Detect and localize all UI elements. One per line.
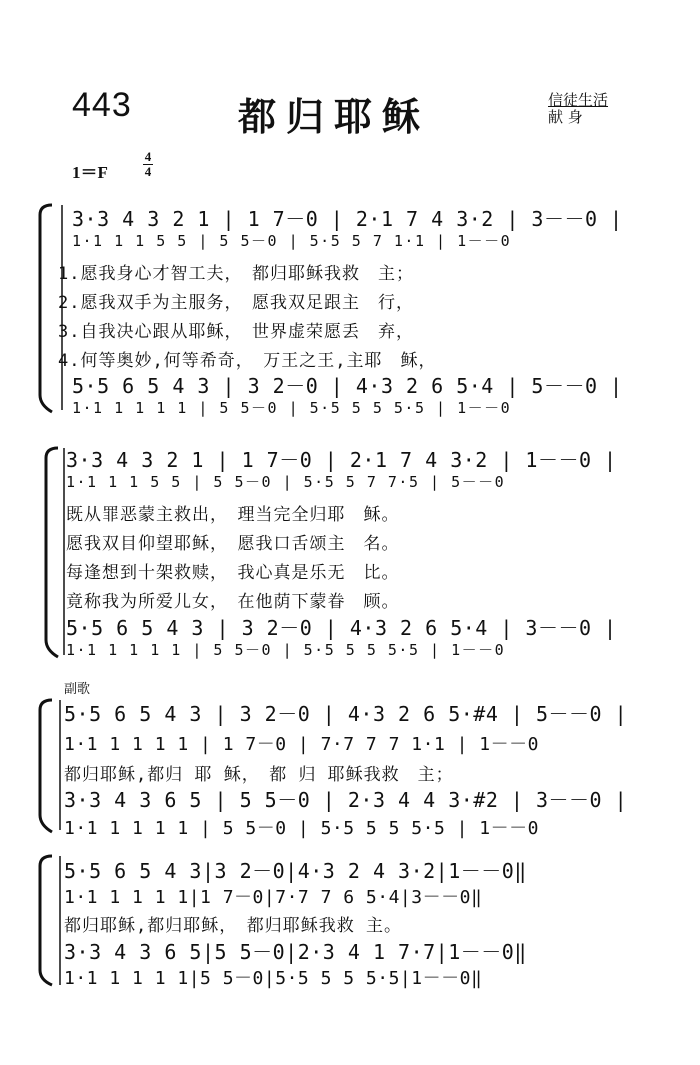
system3-alto: 1·1 1 1 1 1 | 1 7－0 | 7·7 7 7 1·1 | 1－－0 [64,734,539,755]
system1-alto: 1·1 1 1 5 5 | 5 5－0 | 5·5 5 7 1·1 | 1－－0 [72,232,512,250]
system2-alto: 1·1 1 1 5 5 | 5 5－0 | 5·5 5 7 7·5 | 5－－0 [66,473,506,491]
system4-bass: 1·1 1 1 1 1|5 5－0|5·5 5 5 5·5|1－－0‖ [64,968,483,989]
system1-bass: 1·1 1 1 1 1 | 5 5－0 | 5·5 5 5 5·5 | 1－－0 [72,399,512,417]
system2-soprano: 3·3 4 3 2 1 | 1 7－0 | 2·1 7 4 3·2 | 1－－0 | [66,448,617,472]
refrain-label: 副歌 [64,682,91,697]
system1-verse2: 2.愿我双手为主服务， 愿我双足跟主 行， [58,293,414,313]
hymn-category [548,92,608,126]
system4-lyrics: 都归耶稣,都归耶稣， 都归耶稣我救 主。 [64,916,402,936]
system2-tenor: 5·5 6 5 4 3 | 3 2－0 | 4·3 2 6 5·4 | 3－－0 | [66,616,617,640]
system4-alto: 1·1 1 1 1 1|1 7－0|7·7 7 6 5·4|3－－0‖ [64,887,483,908]
category-line2: 献 身 [548,108,583,126]
time-signature [143,150,153,179]
system3-tenor: 3·3 4 3 6 5 | 5 5－0 | 2·3 4 4 3·#2 | 3－－0 | [64,788,628,812]
category-line1: 信徒生活 [548,91,609,109]
system2-verse4: 竟称我为所爱儿女， 在他荫下蒙眷 顾。 [66,592,400,612]
system1-verse3: 3.自我决心跟从耶稣， 世界虚荣愿丢 弃， [58,322,414,342]
system4-tenor: 3·3 4 3 6 5|5 5－0|2·3 4 1 7·7|1－－0‖ [64,940,527,964]
system1-verse1: 1.愿我身心才智工夫， 都归耶稣我救 主； [58,264,414,284]
meter-bottom: 4 [144,164,152,179]
system1-verse4: 4.何等奥妙,何等希奇， 万王之王,主耶 稣， [58,351,437,371]
hymn-number: 443 [72,86,132,124]
system2-bass: 1·1 1 1 1 1 | 5 5－0 | 5·5 5 5 5·5 | 1－－0 [66,641,506,659]
system1-soprano: 3·3 4 3 2 1 | 1 7－0 | 2·1 7 4 3·2 | 3－－0 | [72,207,623,231]
hymn-title: 都归耶稣 [238,95,431,139]
system3-soprano: 5·5 6 5 4 3 | 3 2－0 | 4·3 2 6 5·#4 | 5－－0 | [64,702,628,726]
key-signature: 1＝F [72,163,108,182]
meter-top: 4 [144,149,152,164]
system1-tenor: 5·5 6 5 4 3 | 3 2－0 | 4·3 2 6 5·4 | 5－－0 | [72,374,623,398]
system3-bass: 1·1 1 1 1 1 | 5 5－0 | 5·5 5 5 5·5 | 1－－0 [64,818,539,839]
system2-verse1: 既从罪恶蒙主救出， 理当完全归耶 稣。 [66,505,400,525]
system2-verse2: 愿我双目仰望耶稣， 愿我口舌颂主 名。 [66,534,400,554]
system3-lyrics: 都归耶稣,都归 耶 稣， 都 归 耶稣我救 主； [64,765,454,785]
system4-soprano: 5·5 6 5 4 3|3 2－0|4·3 2 4 3·2|1－－0‖ [64,859,527,883]
system2-verse3: 每逢想到十架救赎， 我心真是乐无 比。 [66,563,400,583]
